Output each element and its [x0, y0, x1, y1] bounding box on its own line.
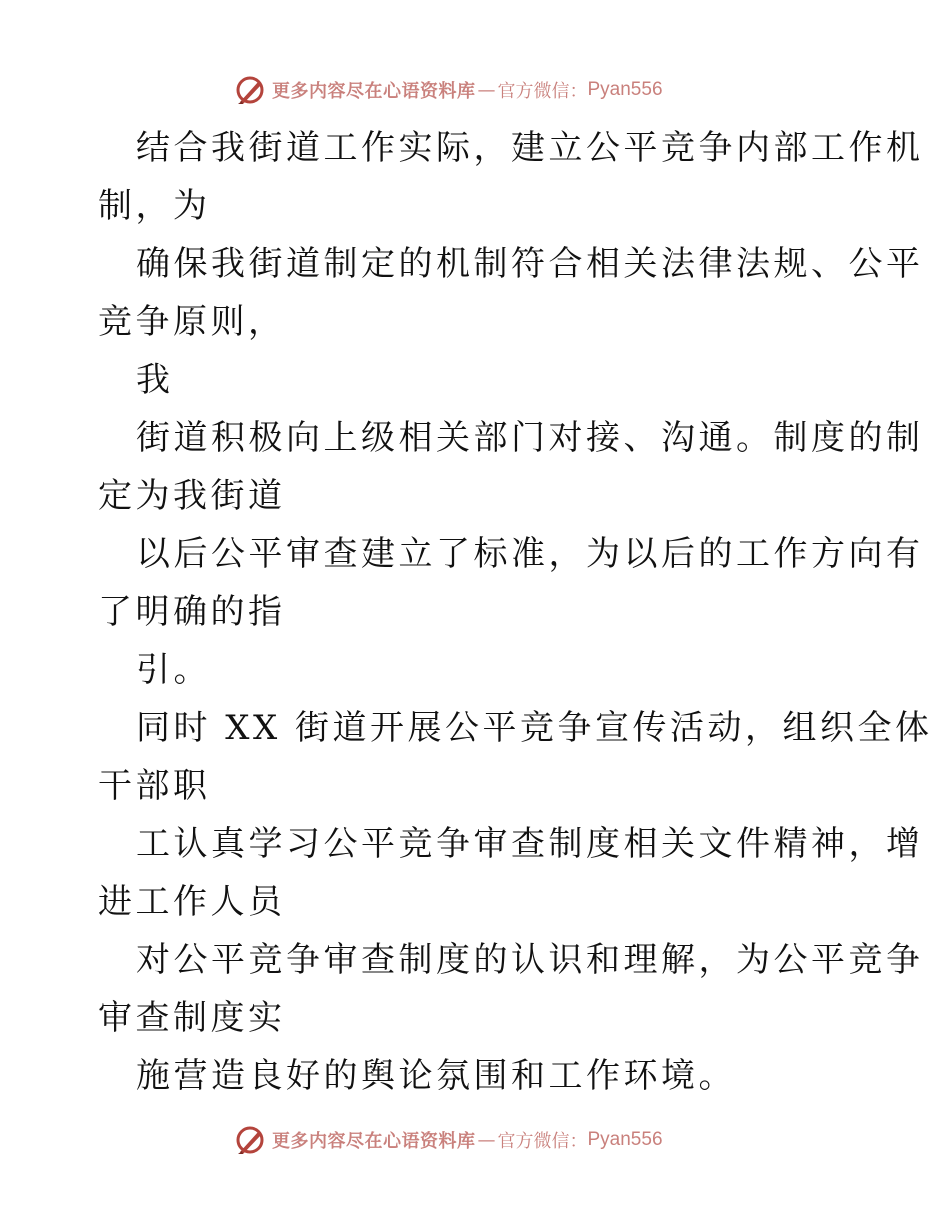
body-line: 干部职	[98, 766, 211, 806]
header-watermark-banner	[234, 72, 663, 108]
body-line: 以后公平审查建立了标准，为以后的工作方向有	[136, 534, 924, 574]
banner-separator: —	[477, 1129, 496, 1151]
body-line: 确保我街道制定的机制符合相关法律法规、公平	[136, 244, 924, 284]
body-line: 了明确的指	[98, 592, 286, 632]
banner-title: 更多内容尽在心语资料库	[272, 1131, 476, 1152]
body-line: 引。	[136, 650, 211, 690]
body-line: 定为我街道	[98, 476, 286, 516]
body-line: 结合我街道工作实际，建立公平竞争内部工作机	[136, 128, 924, 168]
banner-wechat-label: 官方微信：	[497, 1131, 588, 1152]
body-line: 工认真学习公平竞争审查制度相关文件精神，增	[136, 824, 924, 864]
footer-watermark-banner	[234, 1122, 663, 1158]
banner-wechat-id: Pyan556	[587, 79, 663, 100]
body-line: 街道积极向上级相关部门对接、沟通。制度的制	[136, 418, 924, 458]
body-line: 竞争原则，	[98, 302, 286, 342]
banner-separator: —	[477, 79, 496, 101]
body-line: 审查制度实	[98, 998, 286, 1038]
body-line: 进工作人员	[98, 882, 286, 922]
body-line: 对公平竞争审查制度的认识和理解，为公平竞争	[136, 940, 924, 980]
pen-logo-icon	[234, 74, 266, 106]
banner-title: 更多内容尽在心语资料库	[272, 81, 476, 102]
pen-logo-icon	[234, 1124, 266, 1156]
body-line: 制，为	[98, 186, 211, 226]
body-line: 我	[136, 360, 174, 400]
banner-wechat-id: Pyan556	[587, 1129, 663, 1150]
body-line: 施营造良好的舆论氛围和工作环境。	[136, 1056, 736, 1096]
banner-wechat-label: 官方微信：	[497, 81, 588, 102]
body-line: 同时 XX 街道开展公平竞争宣传活动，组织全体	[136, 708, 933, 748]
